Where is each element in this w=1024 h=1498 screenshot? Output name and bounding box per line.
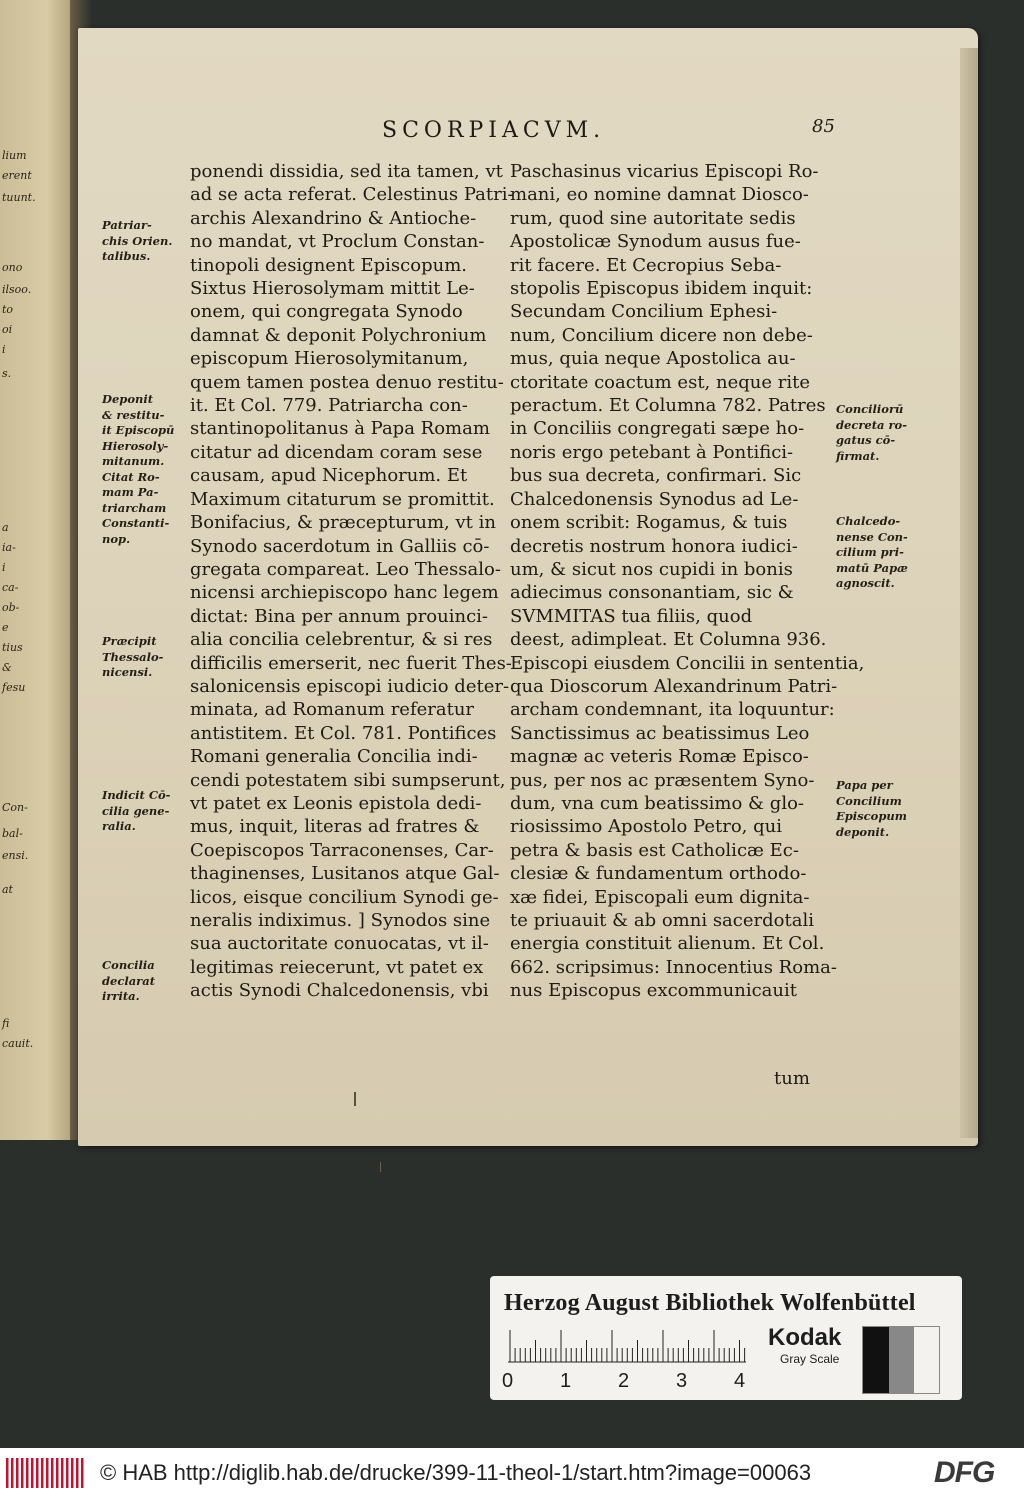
marginal-note-line: chis Orien. [102, 233, 173, 248]
ruler-label: 4 [734, 1370, 746, 1392]
previous-page-fragment: ob- [2, 601, 20, 614]
text-line: cendi potestatem sibi sumpserunt, [190, 769, 506, 791]
text-line: ad se acta referat. Celestinus Patri- [190, 184, 514, 206]
text-line: Apostolicæ Synodum ausus fue- [510, 231, 801, 253]
marginal-note-line: Constanti- [102, 516, 170, 530]
barcode-bar [26, 1458, 29, 1488]
marginal-note-line: Deponit [102, 392, 154, 406]
previous-page-fragment: i [2, 343, 6, 356]
text-line: mus, inquit, literas ad fratres & [190, 816, 480, 838]
marginal-note-line: Conciliorū [836, 402, 904, 416]
text-line: stantinopolitanus à Papa Romam [190, 418, 490, 440]
previous-page-fragment: e [2, 621, 9, 634]
text-line: clesiæ & fundamentum orthodo- [510, 863, 807, 885]
text-line: petra & basis est Catholicæ Ec- [510, 839, 799, 861]
marginal-note-line: nicensi. [102, 665, 153, 679]
text-line: dictat: Bina per annum prouinci- [190, 605, 489, 627]
marginal-note-line: Episcopum [836, 809, 907, 823]
gray-scale-label: Gray Scale [780, 1352, 840, 1366]
text-line: salonicensis episcopi iudicio deter- [190, 675, 510, 697]
text-line: archam condemnant, ita loquuntur: [510, 699, 835, 721]
marginal-note-line: mitanum. [102, 454, 165, 468]
text-line: rit facere. Et Cecropius Seba- [510, 254, 782, 276]
previous-page-fragment: ono [2, 261, 23, 274]
text-column-right [510, 160, 864, 1003]
marginal-note-line: & restitu- [102, 407, 165, 422]
running-head: SCORPIACVM. [382, 118, 606, 143]
text-line: riosissimo Apostolo Petro, qui [510, 816, 782, 838]
page-number: 85 [812, 116, 835, 137]
text-line: bus sua decreta, confirmari. Sic [510, 465, 802, 487]
text-line: in Conciliis congregati sæpe ho- [510, 418, 805, 440]
marginal-note-line: deponit. [836, 824, 890, 839]
barcode-bar [76, 1458, 79, 1488]
previous-page-fragment: fesu [2, 681, 26, 694]
marginal-note-line: cilia gene- [102, 803, 170, 818]
text-line: Maximum citaturum se promittit. [190, 488, 495, 510]
previous-page-fragment: Con- [2, 801, 28, 814]
text-line: SVMMITAS tua filiis, quod [510, 605, 753, 627]
marginal-note-line: Chalcedo- [836, 514, 901, 528]
text-line: licos, eisque concilium Synodi ge- [190, 886, 499, 908]
text-line: Sixtus Hierosolymam mittit Le- [190, 278, 475, 300]
text-line: causam, apud Nicephorum. Et [190, 465, 468, 487]
text-line: nicensi archiepiscopo hanc legem [190, 582, 499, 604]
text-line: peractum. Et Columna 782. Patres [510, 395, 826, 417]
page-edge [960, 48, 978, 1138]
previous-page-fragment: ensi. [2, 849, 29, 862]
barcode-bar [31, 1458, 34, 1488]
text-column-left [190, 160, 514, 1003]
text-line: gregata compareat. Leo Thessalo- [190, 558, 501, 580]
marginal-note-line: firmat. [836, 448, 880, 463]
text-line: mus, quia neque Apostolica au- [510, 348, 796, 370]
barcode-bar [36, 1458, 39, 1488]
marginal-note-line: Indicit Cō- [102, 788, 171, 802]
text-line: sua auctoritate conuocatas, vt il- [190, 933, 489, 955]
marginal-note-line: gatus cō- [836, 433, 896, 447]
text-line: Sanctissimus ac beatissimus Leo [510, 722, 810, 744]
barcode-bar [71, 1458, 74, 1488]
previous-page-fragment: ilsoo. [2, 283, 32, 296]
marginal-note-line: matū Papæ [836, 560, 908, 575]
marginal-note [836, 402, 907, 464]
barcode-bar [56, 1458, 59, 1488]
marginal-note-line: agnoscit. [836, 576, 895, 590]
previous-page-fragment: ia- [2, 541, 16, 554]
text-line: Chalcedonensis Synodus ad Le- [510, 488, 799, 510]
text-line: actis Synodi Chalcedonensis, vbi [190, 980, 489, 1002]
text-line: minata, ad Romanum referatur [190, 699, 475, 721]
measurement-ruler [508, 1328, 746, 1364]
barcode-icon [6, 1458, 86, 1488]
text-line: 662. scripsimus: Innocentius Roma- [510, 956, 837, 978]
ink-mark [380, 1162, 381, 1172]
marginal-note-line: triarcham [102, 500, 167, 515]
text-line: Coepiscopos Tarraconenses, Car- [190, 839, 494, 861]
kodak-logo: Kodak [768, 1324, 842, 1351]
barcode-bar [21, 1458, 24, 1488]
text-line: adiecimus consonantiam, sic & [510, 582, 794, 604]
marginal-note-line: decreta ro- [836, 417, 908, 432]
text-line: episcopum Hierosolymitanum, [190, 348, 469, 370]
text-line: Romani generalia Concilia indi- [190, 746, 478, 768]
previous-page-fragment: at [2, 883, 13, 896]
marginal-note-line: ralia. [102, 819, 136, 833]
marginal-note-line: nop. [102, 531, 131, 546]
marginal-note-line: mam Pa- [102, 485, 159, 499]
previous-page-fragment: a [2, 521, 9, 534]
text-line: onem scribit: Rogamus, & tuis [510, 512, 788, 534]
previous-page-fragment: lium [2, 149, 27, 162]
text-line: no mandat, vt Proclum Constan- [190, 231, 485, 253]
marginal-note [102, 958, 155, 1005]
text-line: rum, quod sine autoritate sedis [510, 207, 796, 229]
text-line: onem, qui congregata Synodo [190, 301, 463, 323]
marginal-note-line: Concilium [836, 793, 902, 808]
previous-page-fragment: ca- [2, 581, 19, 594]
text-line: alia concilia celebrentur, & si res [190, 629, 493, 651]
text-line: tinopoli designent Episcopum. [190, 254, 467, 276]
gray-swatches [862, 1326, 940, 1394]
catchword: tum [774, 1068, 810, 1089]
previous-page-fragment: erent [2, 169, 32, 182]
barcode-bar [16, 1458, 19, 1488]
text-line: it. Et Col. 779. Patriarcha con- [190, 395, 468, 417]
text-line: qua Dioscorum Alexandrinum Patri- [510, 675, 838, 697]
barcode-bar [61, 1458, 64, 1488]
previous-page-fragment: i [2, 561, 6, 574]
marginal-note-line: Hierosoly- [102, 438, 169, 453]
text-line: quem tamen postea denuo restitu- [190, 371, 504, 393]
ruler-label: 3 [676, 1370, 688, 1392]
text-line: citatur ad dicendam coram sese [190, 441, 483, 463]
text-line: damnat & deponit Polychronium [190, 324, 487, 346]
library-name: Herzog August Bibliothek Wolfenbüttel [504, 1290, 916, 1316]
swatch-black [863, 1327, 889, 1393]
text-line: Secundam Concilium Ephesi- [510, 301, 778, 323]
text-line: num, Concilium dicere non debe- [510, 324, 813, 346]
previous-page-fragment: cauit. [2, 1037, 34, 1050]
text-line: mani, eo nomine damnat Diosco- [510, 184, 809, 206]
text-line: um, & sicut nos cupidi in bonis [510, 558, 793, 580]
marginal-note-line: Citat Ro- [102, 469, 160, 484]
marginal-note [102, 218, 172, 265]
marginal-note-line: declarat [102, 973, 156, 988]
ruler-label: 1 [560, 1370, 572, 1392]
barcode-bar [81, 1458, 84, 1488]
marginal-note-line: cilium pri- [836, 545, 904, 559]
previous-page-fragment: to [2, 303, 14, 316]
barcode-bar [41, 1458, 44, 1488]
previous-page-fragment: oi [2, 323, 13, 336]
previous-page-fragment: & [2, 661, 12, 674]
text-line: noris ergo petebant à Pontifici- [510, 441, 794, 463]
marginal-note-line: it Episcopū [102, 423, 175, 437]
marginal-note-line: Thessalo- [102, 649, 164, 664]
text-line: Bonifacius, & præcepturum, vt in [190, 512, 496, 534]
text-line: antistitem. Et Col. 781. Pontifices [190, 722, 497, 744]
text-line: energia constituit alienum. Et Col. [510, 933, 825, 955]
footer-copyright-link[interactable]: © HAB http://diglib.hab.de/drucke/399-11-theol-1/start.htm?image=00063 [100, 1460, 812, 1485]
previous-page-fragment: s. [2, 367, 12, 380]
marginal-note [102, 634, 163, 681]
swatch-white [914, 1327, 939, 1393]
text-line: deest, adimpleat. Et Columna 936. [510, 629, 827, 651]
text-line: Synodo sacerdotum in Galliis cō- [190, 535, 490, 557]
color-target-card [490, 1276, 962, 1400]
barcode-bar [6, 1458, 9, 1488]
text-line: Paschasinus vicarius Episcopi Ro- [510, 161, 819, 182]
marginal-note [102, 788, 170, 835]
barcode-bar [66, 1458, 69, 1488]
previous-page-fragment: tius [2, 641, 23, 654]
marginal-note [836, 778, 907, 840]
text-line: dum, vna cum beatissimo & glo- [510, 792, 805, 814]
footer-bar [0, 1448, 1024, 1498]
marginal-note [836, 514, 908, 592]
text-line: ponendi dissidia, sed ita tamen, vt [190, 161, 503, 182]
previous-page-fragment: fi [2, 1017, 10, 1030]
text-line: nus Episcopus excommunicauit [510, 980, 797, 1002]
ruler-label: 0 [502, 1370, 514, 1392]
text-line: vt patet ex Leonis epistola dedi- [190, 792, 482, 814]
text-line: difficilis emerserit, nec fuerit Thes- [190, 652, 512, 674]
text-line: pus, per nos ac præsentem Syno- [510, 769, 815, 791]
text-line: xæ fidei, Episcopali eum dignita- [510, 886, 810, 908]
text-line: te priuauit & ab omni sacerdotali [510, 910, 814, 931]
barcode-bar [51, 1458, 54, 1488]
previous-page-fragment: tuunt. [2, 191, 36, 204]
barcode-bar [11, 1458, 14, 1488]
text-line: magnæ ac veteris Romæ Episco- [510, 746, 809, 768]
ruler-labels [502, 1370, 762, 1392]
marginal-note [102, 392, 174, 547]
text-line: legitimas reiecerunt, vt patet ex [190, 956, 484, 978]
marginal-note-line: talibus. [102, 249, 151, 263]
text-line: decretis nostrum honora iudici- [510, 535, 798, 557]
marginal-note-line: irrita. [102, 989, 140, 1003]
text-line: thaginenses, Lusitanos atque Gal- [190, 863, 500, 885]
previous-page-fragment: bal- [2, 827, 23, 840]
dfg-logo[interactable]: DFG [934, 1456, 995, 1489]
ink-mark [354, 1092, 356, 1106]
text-line: stopolis Episcopus ibidem inquit: [510, 278, 813, 300]
marginal-note-line: Præcipit [102, 634, 157, 648]
text-line: ctoritate coactum est, neque rite [510, 371, 810, 393]
marginal-note-line: Patriar- [102, 218, 152, 232]
text-line: neralis indiximus. ] Synodos sine [190, 910, 491, 931]
barcode-bar [46, 1458, 49, 1488]
text-line: Episcopi eiusdem Concilii in sententia, [510, 652, 865, 674]
ruler-label: 2 [618, 1370, 630, 1392]
marginal-note-line: Papa per [836, 778, 893, 792]
marginal-note-line: nense Con- [836, 529, 908, 544]
text-line: archis Alexandrino & Antioche- [190, 207, 477, 229]
swatch-gray [889, 1327, 914, 1393]
marginal-note-line: Concilia [102, 958, 155, 972]
